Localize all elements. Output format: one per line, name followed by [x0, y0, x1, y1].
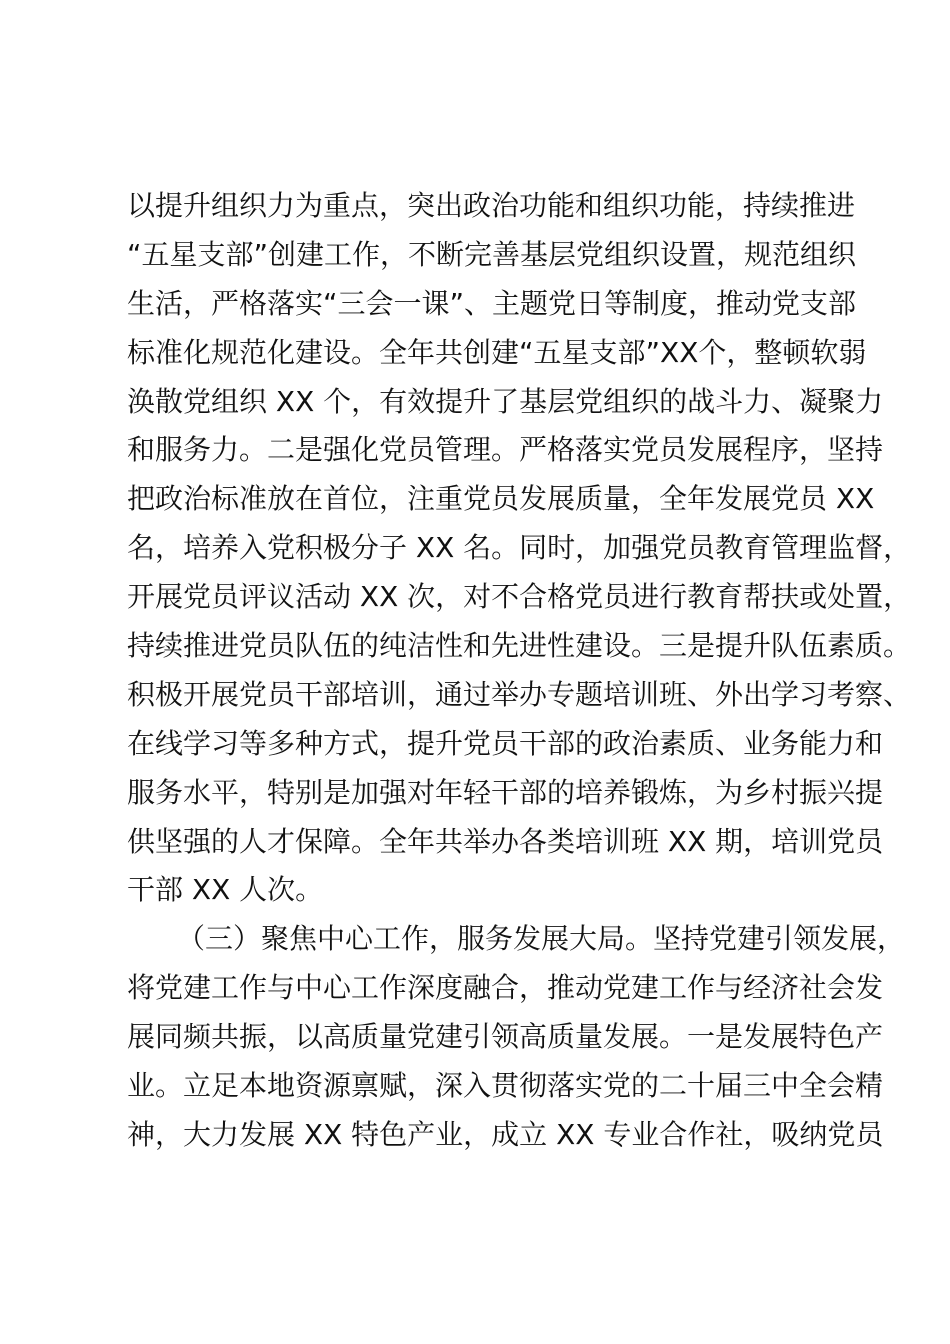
- section-heading-line: （三）聚焦中心工作，服务发展大局。坚持党建引领发展，: [177, 922, 906, 956]
- text-line: 名，培养入党积极分子 XX 名。同时，加强党员教育管理监督，: [127, 531, 912, 565]
- text-line: “五星支部”创建工作，不断完善基层党组织设置，规范组织: [127, 237, 857, 271]
- text-line: 标准化规范化建设。全年共创建“五星支部”XX个，整顿软弱: [127, 335, 867, 369]
- text-line: 开展党员评议活动 XX 次，对不合格党员进行教育帮扶或处置，: [127, 580, 912, 614]
- text-line: 生活，严格落实“三会一课”、主题党日等制度，推动党支部: [127, 286, 857, 320]
- text-line: 将党建工作与中心工作深度融合，推动党建工作与经济社会发: [127, 971, 884, 1005]
- text-line: 神，大力发展 XX 特色产业，成立 XX 专业合作社，吸纳党员: [127, 1117, 884, 1151]
- text-line: 在线学习等多种方式，提升党员干部的政治素质、业务能力和: [127, 726, 884, 760]
- text-line: 展同频共振，以高质量党建引领高质量发展。一是发展特色产: [127, 1020, 884, 1054]
- text-line: 涣散党组织 XX 个，有效提升了基层党组织的战斗力、凝聚力: [127, 384, 884, 418]
- body-text: [127, 182, 912, 1160]
- text-line: 持续推进党员队伍的纯洁性和先进性建设。三是提升队伍素质。: [127, 629, 912, 663]
- text-line: 积极开展党员干部培训，通过举办专题培训班、外出学习考察、: [127, 677, 912, 711]
- text-line: 把政治标准放在首位，注重党员发展质量，全年发展党员 XX: [127, 482, 875, 516]
- text-line: 业。立足本地资源禀赋，深入贯彻落实党的二十届三中全会精: [127, 1069, 884, 1103]
- text-line: 供坚强的人才保障。全年共举办各类培训班 XX 期，培训党员: [127, 824, 884, 858]
- text-line: 和服务力。二是强化党员管理。严格落实党员发展程序，坚持: [127, 433, 884, 467]
- text-line: 服务水平，特别是加强对年轻干部的培养锻炼，为乡村振兴提: [127, 775, 884, 809]
- text-line: 以提升组织力为重点，突出政治功能和组织功能，持续推进: [127, 189, 856, 222]
- text-line: 干部 XX 人次。: [127, 873, 324, 907]
